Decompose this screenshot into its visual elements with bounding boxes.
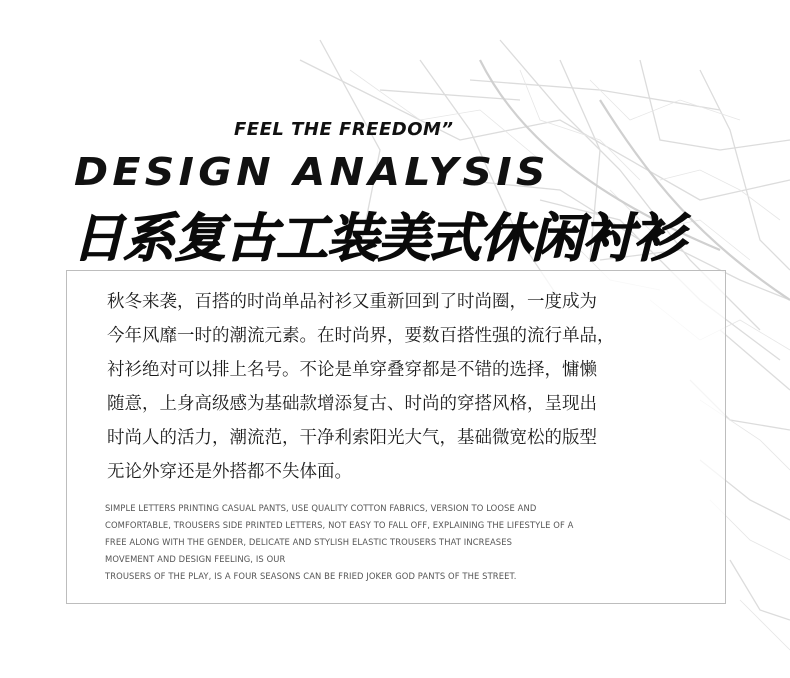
- page-title: 日系复古工装美式休闲衬衫: [72, 209, 685, 269]
- english-line: SIMPLE LETTERS PRINTING CASUAL PANTS, USE QUALITY COTTON FABRICS, VERSION TO LOOSE AND: [105, 503, 537, 513]
- chinese-line: 今年风靡一时的潮流元素。在时尚界，要数百搭性强的流行单品，: [107, 326, 615, 346]
- english-line: COMFORTABLE, TROUSERS SIDE PRINTED LETTERS, NOT EASY TO FALL OFF, EXPLAINING THE LIFESTYLE OF A: [105, 520, 574, 530]
- english-line: TROUSERS OF THE PLAY, IS A FOUR SEASONS CAN BE FRIED JOKER GOD PANTS OF THE STREET.: [105, 571, 517, 581]
- chinese-line: 秋冬来袭，百搭的时尚单品衬衫又重新回到了时尚圈，一度成为: [107, 292, 597, 312]
- description-box: [66, 270, 726, 604]
- chinese-line: 无论外穿还是外搭都不失体面。: [107, 462, 352, 482]
- chinese-line: 时尚人的活力，潮流范，干净利索阳光大气，基础微宽松的版型: [107, 428, 597, 448]
- chinese-line: 随意，上身高级感为基础款增添复古、时尚的穿搭风格，呈现出: [107, 394, 597, 414]
- tagline: FEEL THE FREEDOM”: [234, 119, 454, 140]
- english-description: [105, 500, 705, 585]
- chinese-line: 衬衫绝对可以排上名号。不论是单穿叠穿都是不错的选择，慵懒: [107, 360, 597, 380]
- section-title: DESIGN ANALYSIS: [74, 150, 550, 194]
- chinese-description: [107, 285, 707, 489]
- english-line: FREE ALONG WITH THE GENDER, DELICATE AND STYLISH ELASTIC TROUSERS THAT INCREASES: [105, 537, 513, 547]
- english-line: MOVEMENT AND DESIGN FEELING, IS OUR: [105, 554, 286, 564]
